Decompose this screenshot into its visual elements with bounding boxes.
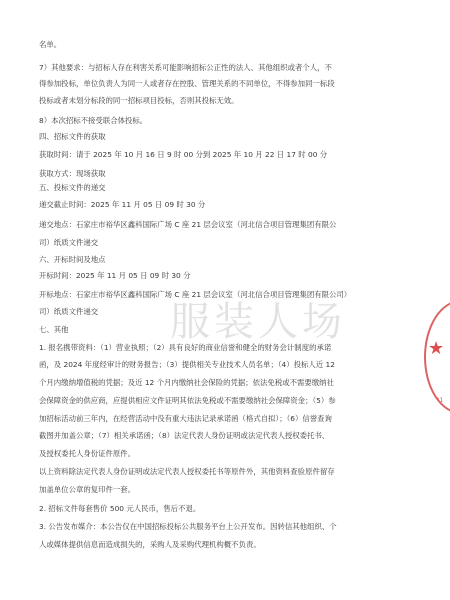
section-heading: 六、开标时间及地点 — [39, 255, 106, 264]
text-line: 人或媒体提供信息而造成损失的，采购人及采购代理机构概不负责。 — [39, 540, 261, 549]
text-line: 及授权委托人身份证件原件。 — [39, 449, 136, 458]
text-line: 截图并加盖公章；（7）相关承诺函；（8）法定代表人身份证明或法定代表人授权委托书、 — [39, 431, 330, 440]
text-line: 递交地点：石家庄市裕华区鑫科国际广场 C 座 21 层会议室（河北信合项目管理集团有限公 — [39, 220, 337, 229]
watermark: 服装人场 — [170, 299, 346, 345]
text-line: 获取方式：现场获取 — [39, 169, 106, 178]
text-line: 2. 招标文件每套售价 500 元人民币，售后不退。 — [39, 504, 201, 513]
text-line: 加盖单位公章的复印件一套。 — [39, 485, 136, 494]
text-line: 函，及 2024 年度经审计的财务报告；（3）提供相关专业技术人员名单；（4）投标人近 12 — [39, 360, 335, 369]
text-line: 1. 报名携带资料：（1）营业执照；（2）具有良好的商业信誉和健全的财务会计制度的承诺 — [39, 343, 332, 352]
text-line: 司）纸质文件递交 — [39, 238, 99, 247]
text-line: 开标地点：石家庄市裕华区鑫科国际广场 C 座 21 层会议室（河北信合项目管理集团有限公司） — [39, 290, 352, 299]
section-heading: 四、招标文件的获取 — [39, 132, 106, 141]
star-icon: ★ — [428, 338, 445, 359]
seal-stamp — [424, 300, 450, 414]
text-line: 获取时间：请于 2025 年 10 月 16 日 9 时 00 分到 2025 年 10 月 22 日 17 时 00 分 — [39, 150, 328, 159]
section-heading: 五、投标文件的递交 — [39, 183, 106, 192]
section-heading: 七、其他 — [39, 325, 69, 334]
text-line: 名单。 — [39, 40, 62, 49]
text-line: 加招标活动前三年内，在经营活动中没有重大违法记录承诺函（格式自拟）；（6）信誉查询 — [39, 414, 332, 423]
text-line: 7）其他要求：与招标人存在利害关系可能影响招标公正性的法人、其他组织或者个人，不 — [39, 63, 332, 72]
text-line: 递交截止时间：2025 年 11 月 05 日 09 时 30 分 — [39, 200, 206, 209]
text-line: 3. 公告发布媒介：本公告仅在中国招标投标公共服务平台上公开发布。因转信其他组织、个 — [39, 522, 337, 531]
text-line: 投标或者未划分标段的同一招标项目投标，否则其投标无效。 — [39, 96, 239, 105]
text-line: 以上资料除法定代表人身份证明或法定代表人授权委托书等原件外，其他资料查验原件留存 — [39, 467, 335, 476]
text-line: 得参加投标，单位负责人为同一人或者存在控股、管理关系的不同单位，不得参加同一标段 — [39, 79, 335, 88]
text-line: 会保障资金的供应商，应提供相应文件证明其依法免税或不需要缴纳社会保障资金；（5）参 — [39, 396, 336, 405]
text-line: 开标时间：2025 年 11 月 05 日 09 时 30 分 — [39, 271, 191, 280]
text-line: 个月内缴纳增值税的凭据；及近 12 个月内缴纳社会保险的凭据；依法免税或不需要缴纳社 — [39, 378, 334, 387]
seal-code: 7621 — [428, 397, 444, 404]
text-line: 司）纸质文件递交 — [39, 307, 99, 316]
text-line: 8）本次招标不接受联合体投标。 — [39, 116, 148, 125]
